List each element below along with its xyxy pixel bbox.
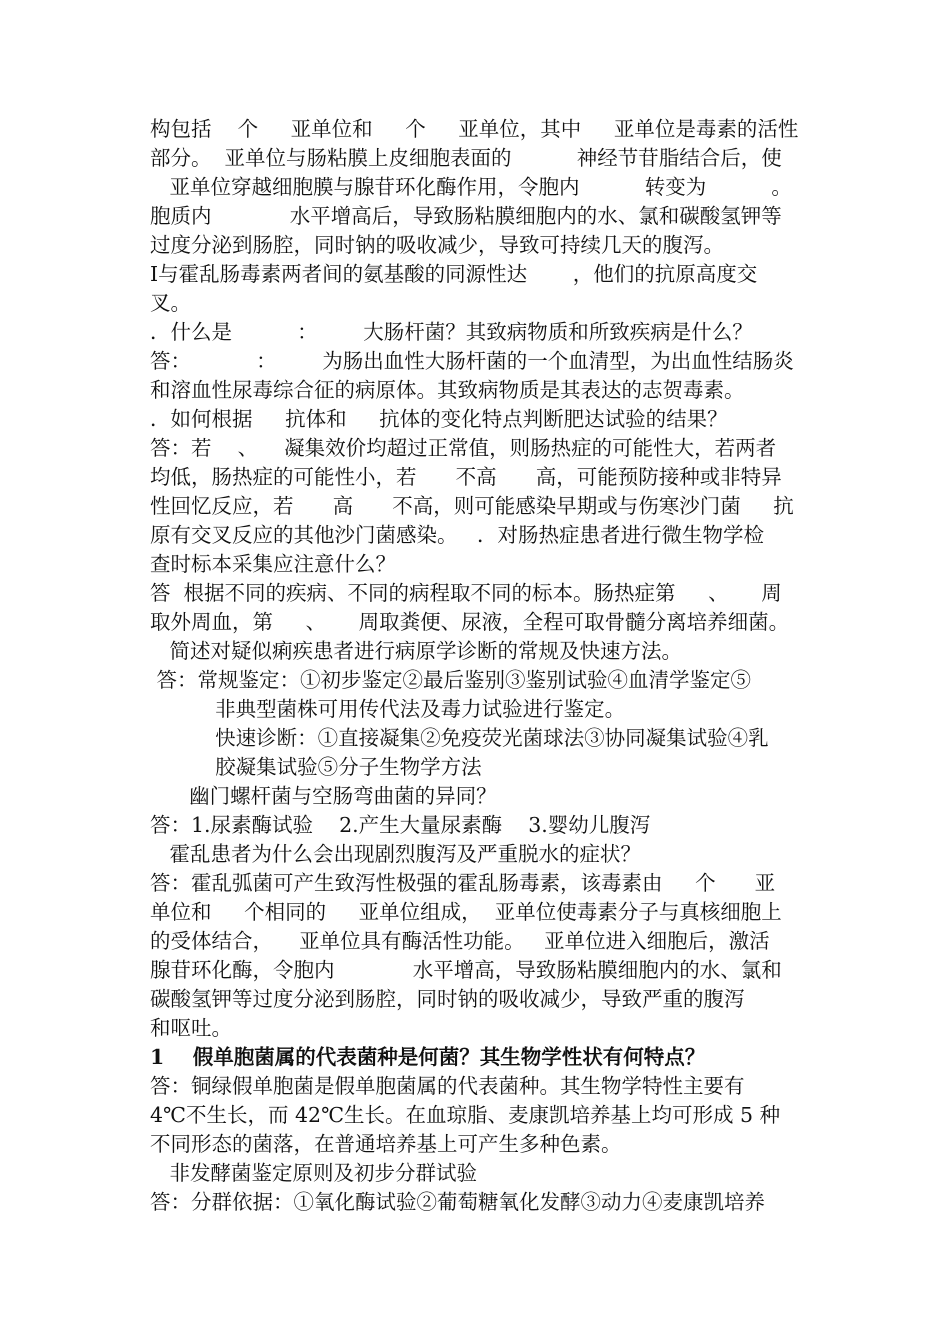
answer-line: 答： ： 为肠出血性大肠杆菌的一个血清型，为出血性结肠炎 [150,349,794,373]
text-line: 亚单位穿越细胞膜与腺苷环化酶作用，令胞内 转变为 。 [150,175,792,199]
text-line: 构包括 个 亚单位和 个 亚单位，其中 亚单位是毒素的活性 [150,117,799,141]
text-line: 均低，肠热症的可能性小，若 不高 高，可能预防接种或非特异 [150,465,782,489]
text-line: 不同形态的菌落，在普通培养基上可产生多种色素。 [150,1132,622,1156]
text-line: 快速诊断：①直接凝集②免疫荧光菌球法③协同凝集试验④乳 [150,726,769,750]
text-line: 胞质内 水平增高后，导致肠粘膜细胞内的水、氯和碳酸氢钾等 [150,204,782,228]
text-line: 非典型菌株可用传代法及毒力试验进行鉴定。 [150,697,626,721]
text-line: 叉。 [150,291,191,315]
question-line: 简述对疑似痢疾患者进行病原学诊断的常规及快速方法。 [150,639,683,663]
text-line: 胶凝集试验⑤分子生物学方法 [150,755,482,779]
answer-line: 答：1.尿素酶试验 2.产生大量尿素酶 3.婴幼儿腹泻 [150,813,651,837]
text-line: 单位和 个相同的 亚单位组成， 亚单位使毒素分子与真核细胞上 [150,900,782,924]
text-line: 查时标本采集应注意什么？ [150,552,396,576]
text-line: 碳酸氢钾等过度分泌到肠腔，同时钠的吸收减少，导致严重的腹泻 [150,987,745,1011]
answer-line: 答：常规鉴定：①初步鉴定②最后鉴别③鉴别试验④血清学鉴定⑤ [150,668,752,692]
question-line: ．如何根据 抗体和 抗体的变化特点判断肥达试验的结果？ [150,407,728,431]
question-line: ．什么是 ： 大肠杆菌？其致病物质和所致疾病是什么？ [150,320,753,344]
question-line: 非发酵菌鉴定原则及初步分群试验 [150,1161,478,1185]
question-line: 霍乱患者为什么会出现剧烈腹泻及严重脱水的症状？ [150,842,642,866]
answer-line: 答：分群依据：①氧化酶试验②葡萄糖氧化发酵③动力④麦康凯培养 [150,1190,765,1214]
text-line: 原有交叉反应的其他沙门菌感染。 ．对肠热症患者进行微生物学检 [150,523,765,547]
text-line: 取外周血，第 、 周取粪便、尿液，全程可取骨髓分离培养细菌。 [150,610,790,634]
text-line: Ⅰ与霍乱肠毒素两者间的氨基酸的同源性达 ，他们的抗原高度交 [150,262,758,286]
text-line: 和呕吐。 [150,1016,232,1040]
question-line: 幽门螺杆菌与空肠弯曲菌的异同？ [150,784,497,808]
text-line: 过度分泌到肠腔，同时钠的吸收减少，导致可持续几天的腹泻。 [150,233,724,257]
answer-line: 答：霍乱弧菌可产生致泻性极强的霍乱肠毒素，该毒素由 个 亚 [150,871,776,895]
text-line: 腺苷环化酶，令胞内 水平增高，导致肠粘膜细胞内的水、氯和 [150,958,782,982]
question-line: 1 假单胞菌属的代表菌种是何菌？其生物学性状有何特点？ [150,1045,706,1069]
answer-line: 答：铜绿假单胞菌是假单胞菌属的代表菌种。其生物学特性主要有 [150,1074,745,1098]
text-line: 部分。 亚单位与肠粘膜上皮细胞表面的 神经节苷脂结合后，使 [150,146,782,170]
text-line: 4℃不生长，而 42℃生长。在血琼脂、麦康凯培养基上均可形成 5 种 [150,1103,781,1127]
answer-line: 答：若 、 凝集效价均超过正常值，则肠热症的可能性大，若两者 [150,436,777,460]
text-line: 性回忆反应，若 高 不高，则可能感染早期或与伤寒沙门菌 抗 [150,494,794,518]
answer-line: 答 根据不同的疾病、不同的病程取不同的标本。肠热症第 、 周 [150,581,782,605]
text-line: 和溶血性尿毒综合征的病原体。其致病物质是其表达的志贺毒素。 [150,378,745,402]
text-line: 的受体结合， 亚单位具有酶活性功能。 亚单位进入细胞后，激活 [150,929,770,953]
